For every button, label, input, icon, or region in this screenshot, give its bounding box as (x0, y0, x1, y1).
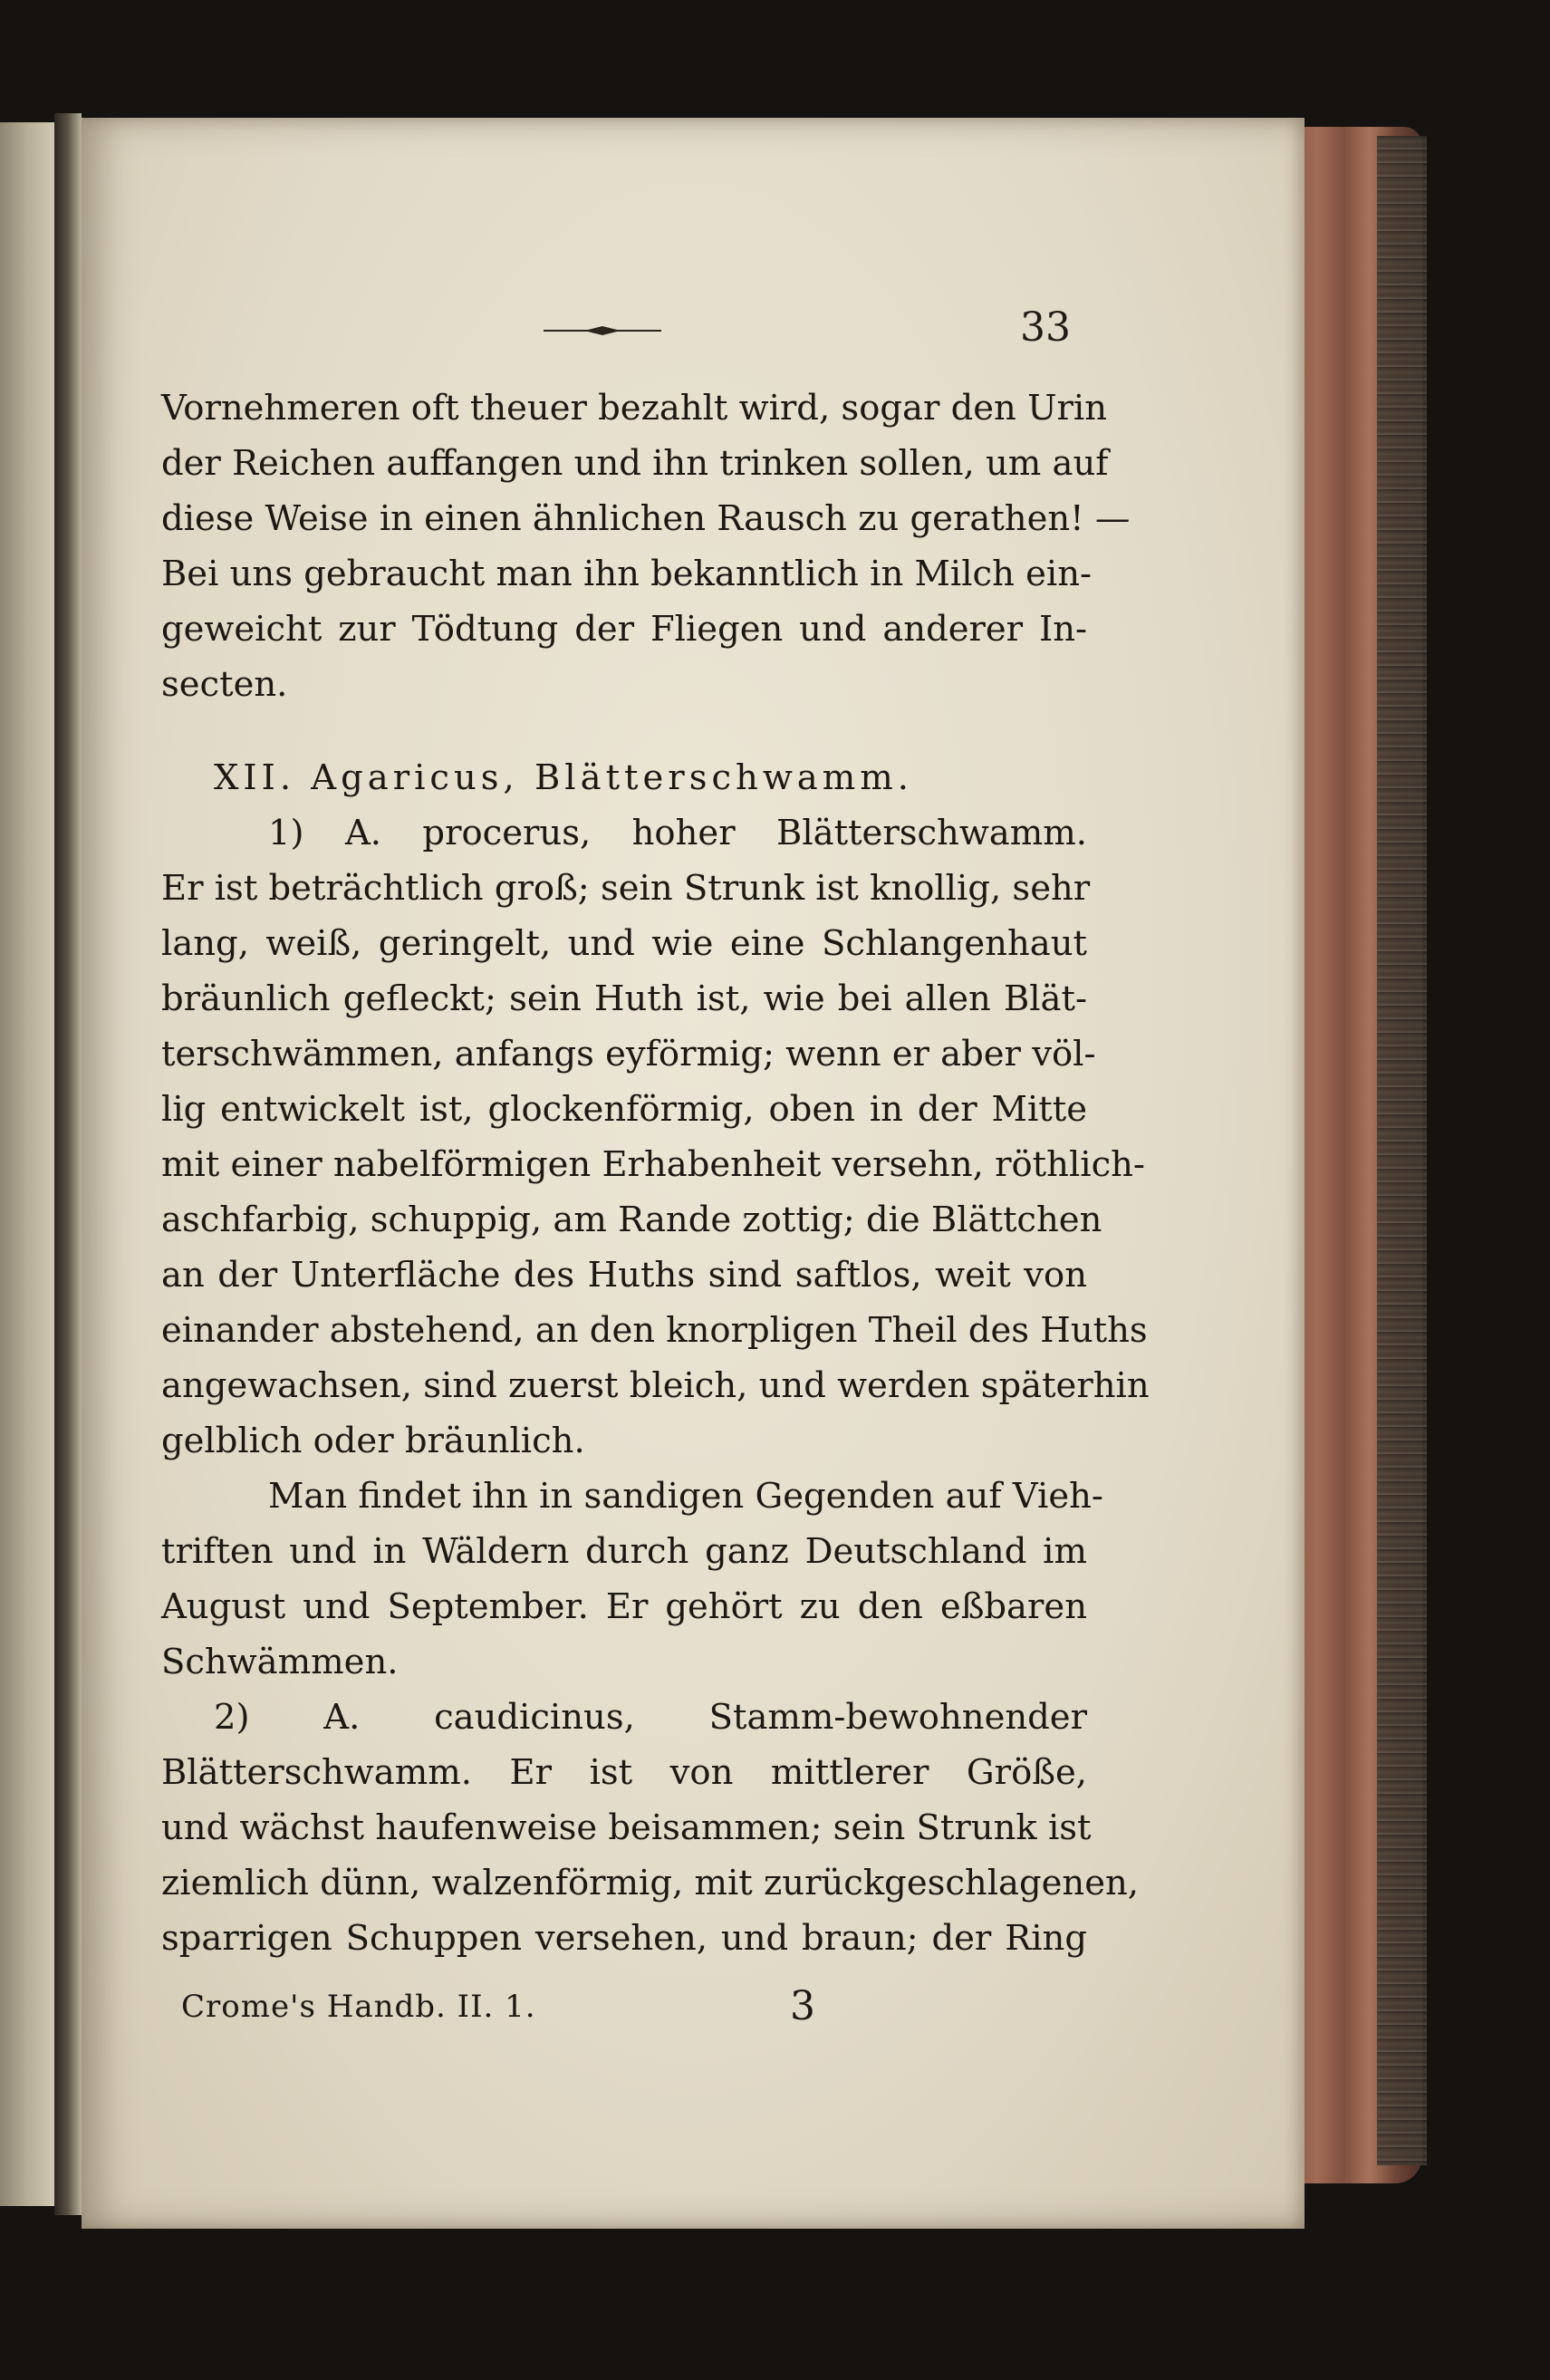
text-line: Blätterschwamm. Er ist von mittlerer Größe, (161, 1752, 1087, 1793)
page-text (161, 381, 1150, 1966)
text-line: diese Weise in einen ähnlichen Rausch zu gerathen! — (161, 498, 1131, 539)
text-line: lig entwickelt ist, glockenförmig, oben in der Mitte (161, 1089, 1087, 1130)
text-line: Er ist beträchtlich groß; sein Strunk ist knollig, sehr (161, 868, 1091, 909)
entry-heading: 2) A. caudicinus, Stamm-bewohnender (214, 1697, 1087, 1738)
book-fore-edge-pages (1377, 136, 1427, 2165)
text-line: terschwämmen, anfangs eyförmig; wenn er aber völ- (161, 1034, 1096, 1074)
text-line: Schwämmen. (161, 1642, 399, 1682)
text-line: einander abstehend, an den knorpligen Theil des Huths (161, 1310, 1148, 1351)
text-line: der Reichen auffangen und ihn trinken sollen, um auf (161, 443, 1109, 484)
text-line: Bei uns gebraucht man ihn bekanntlich in Milch ein- (161, 554, 1093, 594)
text-line: lang, weiß, geringelt, und wie eine Schlangenhaut (161, 923, 1087, 964)
section-heading: XII. Agaricus, Blätterschwamm. (214, 757, 913, 798)
text-line: aschfarbig, schuppig, am Rande zottig; die Blättchen (161, 1200, 1102, 1240)
ornament-rule-icon (544, 324, 661, 337)
printer-signature: Crome's Handb. II. 1. (181, 1989, 536, 2025)
text-line: ziemlich dünn, walzenförmig, mit zurückgeschlagenen, (161, 1863, 1140, 1903)
previous-page-edge (0, 122, 62, 2206)
text-line: bräunlich gefleckt; sein Huth ist, wie bei allen Blät- (161, 978, 1087, 1019)
text-line: und wächst haufenweise beisammen; sein Strunk ist (161, 1807, 1092, 1848)
text-line: an der Unterfläche des Huths sind saftlos, weit von (161, 1255, 1087, 1296)
text-line: August und September. Er gehört zu den eßbaren (161, 1586, 1087, 1627)
page-number: 33 (1020, 304, 1071, 351)
text-line: sparrigen Schuppen versehen, und braun; der Ring (161, 1918, 1087, 1959)
text-line: mit einer nabelförmigen Erhabenheit versehn, röthlich- (161, 1144, 1145, 1185)
text-line: secten. (161, 664, 288, 705)
text-line: angewachsen, sind zuerst bleich, und werden späterhin (161, 1365, 1150, 1406)
entry-heading: 1) A. procerus, hoher Blätterschwamm. (268, 813, 1087, 853)
text-line: triften und in Wäldern durch ganz Deutschland im (161, 1531, 1087, 1572)
text-line: geweicht zur Tödtung der Fliegen und anderer In- (161, 609, 1087, 650)
book-gutter (54, 113, 82, 2215)
signature-mark: 3 (790, 1983, 815, 2029)
text-line: Man findet ihn in sandigen Gegenden auf Vieh- (268, 1476, 1103, 1517)
text-line: Vornehmeren oft theuer bezahlt wird, sogar den Urin (161, 388, 1108, 429)
text-line: gelblich oder bräunlich. (161, 1421, 585, 1461)
